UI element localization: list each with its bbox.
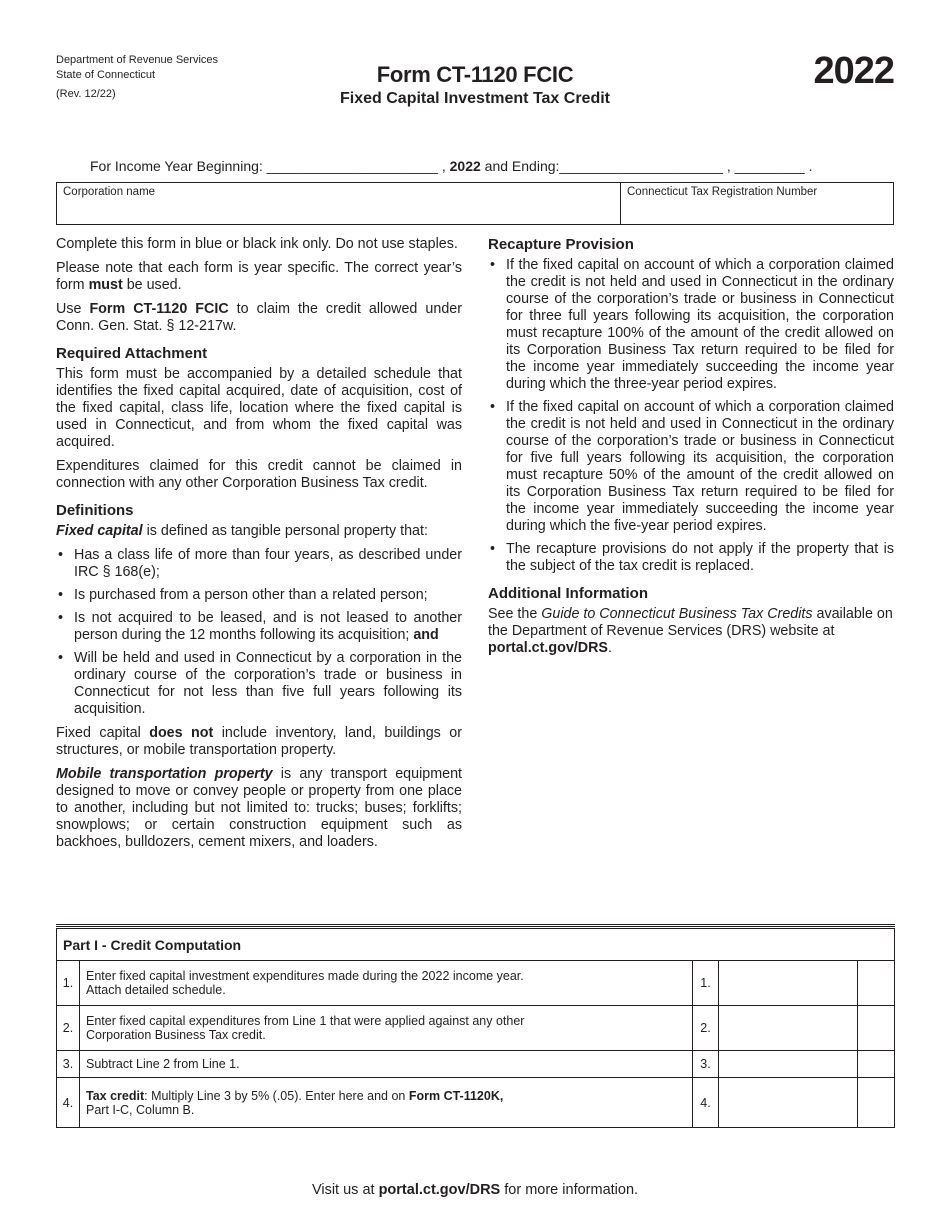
income-year-label: For Income Year Beginning:	[90, 158, 263, 174]
text-run: does not	[149, 725, 214, 741]
expenditures-text	[56, 458, 462, 492]
year-bold: 2022	[449, 158, 481, 174]
taxpayer-id-box	[56, 182, 894, 225]
additional-info-heading: Additional Information	[488, 585, 648, 602]
line4-amount-field[interactable]	[719, 1078, 858, 1128]
line-description	[80, 1006, 693, 1051]
corporation-name-field[interactable]	[57, 183, 621, 224]
table-row	[57, 1078, 895, 1128]
corporation-name-label: Corporation name	[63, 186, 156, 198]
line1-amount-field[interactable]	[719, 961, 858, 1006]
footer-note	[0, 1182, 950, 1198]
form-subtitle: Fixed Capital Investment Tax Credit	[340, 90, 610, 107]
fixed-capital-definition	[56, 523, 462, 540]
text-run: Mobile transportation property	[56, 766, 273, 782]
text-run: Enter fixed capital expenditures from Line 1 that were applied against any other	[86, 1014, 525, 1028]
table-row	[57, 961, 895, 1006]
period: .	[804, 158, 813, 174]
form-title: Form CT-1120 FCIC	[376, 62, 574, 87]
text-run: If the fixed capital on account of which a corporation claimed the credit is not held and used in Connecticut in the ordinary course of the corporation’s trade or business in Connecticut for three full years following its acquisition, the corporation must recapture 100% of the amount of the credit allowed on its Corporation Business Tax return required to be filed for the income year immediately succeeding the income year during which the three-year period expires.	[506, 257, 894, 392]
line-description	[80, 1051, 693, 1078]
line-description	[80, 961, 693, 1006]
line-ref: 4.	[693, 1078, 719, 1128]
part1-credit-computation	[56, 924, 895, 1128]
text-run: Please note that each form is year specific. The correct year’s form	[56, 260, 462, 293]
text-run: Attach detailed schedule.	[86, 983, 226, 997]
line4-cents-field[interactable]	[858, 1078, 895, 1128]
text-run: Is purchased from a person other than a related person;	[74, 587, 428, 603]
text-run: Corporation Business Tax credit.	[86, 1028, 266, 1042]
list-item	[56, 547, 462, 581]
state-name: State of Connecticut	[56, 69, 156, 81]
text-run: Form CT-1120K,	[408, 1088, 504, 1103]
line-number: 1.	[57, 961, 80, 1006]
text-run: Fixed capital	[56, 725, 150, 741]
text-run: Fixed capital	[56, 523, 143, 539]
text-run: : Multiply Line 3 by 5% (.05). Enter here and on	[144, 1088, 409, 1103]
text-run: to claim the credit allowed under Conn. Gen. Stat. § 12-217w.	[56, 301, 462, 334]
text-run: Complete this form in blue or black ink only. Do not use staples.	[56, 236, 458, 252]
line2-cents-field[interactable]	[858, 1006, 895, 1051]
list-item	[488, 257, 894, 393]
ink-instruction	[56, 236, 462, 253]
text-run: Expenditures claimed for this credit cannot be claimed in connection with any other Corporation Business Tax credit.	[56, 458, 462, 491]
text-run: is defined as tangible personal property that:	[142, 523, 428, 539]
definitions-heading: Definitions	[56, 502, 134, 519]
begin-date-field[interactable]: ______________________	[266, 158, 438, 174]
text-run: must	[88, 277, 123, 293]
table-row	[57, 1051, 895, 1078]
list-item	[488, 541, 894, 575]
instructions-right-column	[488, 236, 894, 664]
text-run: Visit us at	[311, 1182, 379, 1198]
separator: ,	[722, 158, 735, 174]
text-run: Tax credit	[86, 1088, 145, 1103]
attachment-text	[56, 366, 462, 451]
list-item	[56, 587, 462, 604]
text-run: Part I-C, Column B.	[86, 1102, 195, 1117]
line-ref: 1.	[693, 961, 719, 1006]
revision-date: (Rev. 12/22)	[56, 88, 116, 100]
additional-info-text	[488, 606, 894, 657]
text-run: portal.ct.gov/DRS	[378, 1182, 501, 1198]
text-run: Form CT-1120 FCIC	[89, 301, 229, 317]
end-year-field[interactable]: _________	[734, 158, 805, 174]
text-run: Has a class life of more than four years, as described under IRC § 168(e);	[74, 547, 462, 580]
text-run: Is not acquired to be leased, and is not leased to another person during the 12 months following its acquisition;	[74, 610, 462, 643]
line-number: 3.	[57, 1051, 80, 1078]
text-run: This form must be accompanied by a detailed schedule that identifies the fixed capital acquired, date of acquisition, cost of the fixed capital, class life, location where the fixed capital is used in Connecticut, and from whom the fixed capital was acquired.	[56, 366, 462, 450]
line-number: 2.	[57, 1006, 80, 1051]
usage-note	[56, 301, 462, 335]
exclusions-text	[56, 725, 462, 759]
text-run: Subtract Line 2 from Line 1.	[86, 1057, 240, 1071]
text-run: portal.ct.gov/DRS	[488, 640, 608, 656]
text-run: See the	[488, 606, 542, 622]
tax-registration-label: Connecticut Tax Registration Number	[627, 186, 818, 198]
line2-amount-field[interactable]	[719, 1006, 858, 1051]
form-title-block	[250, 62, 700, 108]
text-run: The recapture provisions do not apply if the property that is the subject of the tax credit is replaced.	[506, 541, 894, 574]
line-number: 4.	[57, 1078, 80, 1128]
list-item	[488, 399, 894, 535]
recapture-list	[488, 257, 894, 575]
text-run: is any transport equipment designed to move or convey people or property from one place to another, including but not limited to: trucks; buses; forklifts; snowplows; or certain construction equipment such as backhoes, bulldozers, cement mixers, and loaders.	[56, 766, 463, 850]
mobile-property-definition	[56, 766, 462, 851]
table-row	[57, 1006, 895, 1051]
text-run: Will be held and used in Connecticut by a corporation in the ordinary course of the corporation’s trade or business in Connecticut for not less than five full years following its acquisition.	[74, 650, 462, 717]
separator: ,	[437, 158, 450, 174]
income-year-line	[90, 158, 812, 174]
text-run: be used.	[122, 277, 182, 293]
text-run: available on the Department of Revenue Services (DRS) website at	[488, 606, 893, 639]
line-ref: 2.	[693, 1006, 719, 1051]
text-run: .	[607, 640, 612, 656]
text-run: for more information.	[500, 1182, 639, 1198]
fixed-capital-criteria	[56, 547, 462, 718]
text-run: include inventory, land, buildings or structures, or mobile transportation property.	[56, 725, 462, 758]
list-item	[56, 650, 462, 718]
text-run: Guide to Connecticut Business Tax Credits	[541, 606, 813, 622]
text-run: If the fixed capital on account of which a corporation claimed the credit is not held and used in Connecticut in the ordinary course of the corporation’s trade or business in Connecticut for five full years following its acquisition, the corporation must recapture 50% of the amount of the credit allowed on its Corporation Business Tax return required to be filed for the income year immediately succeeding the income year during which the five-year period expires.	[506, 399, 894, 534]
ending-label: and Ending:	[480, 158, 560, 174]
line-description	[80, 1078, 693, 1128]
text-run: Use	[56, 301, 90, 317]
line-ref: 3.	[693, 1051, 719, 1078]
issuer-block	[56, 53, 218, 102]
recapture-heading: Recapture Provision	[488, 236, 634, 253]
department-name: Department of Revenue Services	[56, 54, 219, 66]
tax-registration-field[interactable]	[621, 183, 893, 224]
year-specific-note	[56, 260, 462, 294]
required-attachment-heading: Required Attachment	[56, 345, 208, 362]
form-year: 2022	[813, 50, 894, 92]
instructions-left-column	[56, 236, 462, 858]
line3-cents-field[interactable]	[858, 1051, 895, 1078]
text-run: and	[413, 627, 439, 643]
text-run: Enter fixed capital investment expenditures made during the 2022 income year.	[86, 969, 524, 983]
list-item	[56, 610, 462, 644]
end-date-field[interactable]: _____________________	[559, 158, 723, 174]
line1-cents-field[interactable]	[858, 961, 895, 1006]
line3-amount-field[interactable]	[719, 1051, 858, 1078]
part1-title: Part I - Credit Computation	[57, 929, 895, 961]
